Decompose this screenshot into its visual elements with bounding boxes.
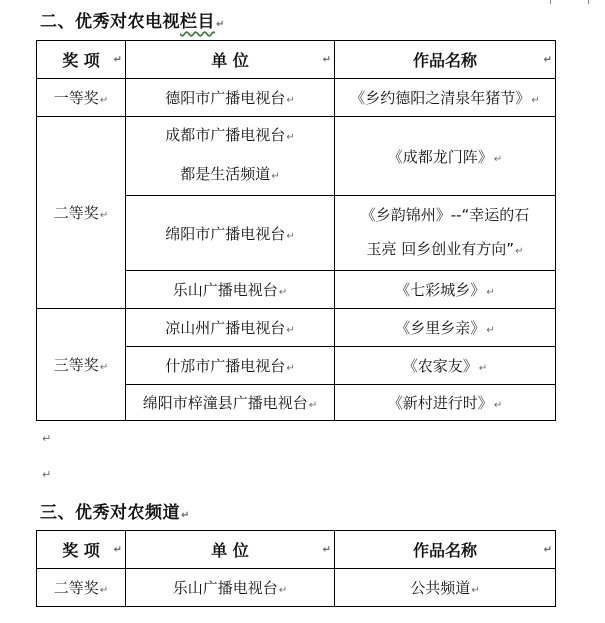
blank-paragraph-mark: ↵	[42, 432, 52, 445]
channels-award-table	[36, 530, 556, 607]
unit-cell: 什邡市广播电视台↵	[126, 347, 335, 385]
table-row	[37, 117, 556, 196]
table-row	[37, 309, 556, 347]
unit-cell: 乐山广播电视台↵	[126, 271, 335, 309]
prize-cell-third: 三等奖↵	[37, 309, 126, 421]
table-header-row	[37, 41, 556, 79]
header-prize: 奖 项 ↵	[37, 41, 126, 79]
work-cell: 《乡韵锦州》--“幸运的石 玉亮 回乡创业有方向”↵	[335, 196, 556, 271]
header-prize: 奖 项 ↵	[37, 531, 126, 569]
paragraph-mark: ↵	[216, 19, 225, 30]
work-cell: 《新村进行时》↵	[335, 385, 556, 421]
header-unit: 单 位 ↵	[126, 41, 335, 79]
heading-text-spellcheck: 栏目	[180, 12, 215, 32]
prize-cell: 二等奖↵	[37, 569, 126, 607]
header-work: 作品名称 ↵	[335, 41, 556, 79]
work-cell: 《乡里乡亲》↵	[335, 309, 556, 347]
unit-cell: 凉山州广播电视台↵	[126, 309, 335, 347]
table-row	[37, 79, 556, 117]
table-header-row	[37, 531, 556, 569]
unit-cell: 成都市广播电视台↵ 都是生活频道↵	[126, 117, 335, 196]
page-corner-mark-left	[540, 0, 551, 4]
table-row	[37, 569, 556, 607]
unit-cell: 德阳市广播电视台↵	[126, 79, 335, 117]
header-work: 作品名称 ↵	[335, 531, 556, 569]
work-cell: 《成都龙门阵》↵	[335, 117, 556, 196]
blank-paragraph-mark: ↵	[42, 468, 52, 481]
page-corner-mark-right	[588, 0, 599, 4]
unit-cell: 乐山广播电视台↵	[126, 569, 335, 607]
tv-programs-award-table	[36, 40, 556, 421]
section-heading-channels: 三、优秀对农频道↵	[40, 503, 190, 523]
heading-text: 二、优秀对农电视	[40, 12, 180, 32]
header-unit: 单 位 ↵	[126, 531, 335, 569]
prize-cell: 一等奖↵	[37, 79, 126, 117]
work-cell: 公共频道↵	[335, 569, 556, 607]
work-cell: 《农家友》↵	[335, 347, 556, 385]
unit-cell: 绵阳市广播电视台↵	[126, 196, 335, 271]
prize-cell-second: 二等奖↵	[37, 117, 126, 309]
unit-cell: 绵阳市梓潼县广播电视台↵	[126, 385, 335, 421]
work-cell: 《乡约德阳之清泉年猪节》↵	[335, 79, 556, 117]
work-cell: 《七彩城乡》↵	[335, 271, 556, 309]
section-heading-tv-programs	[40, 7, 225, 32]
